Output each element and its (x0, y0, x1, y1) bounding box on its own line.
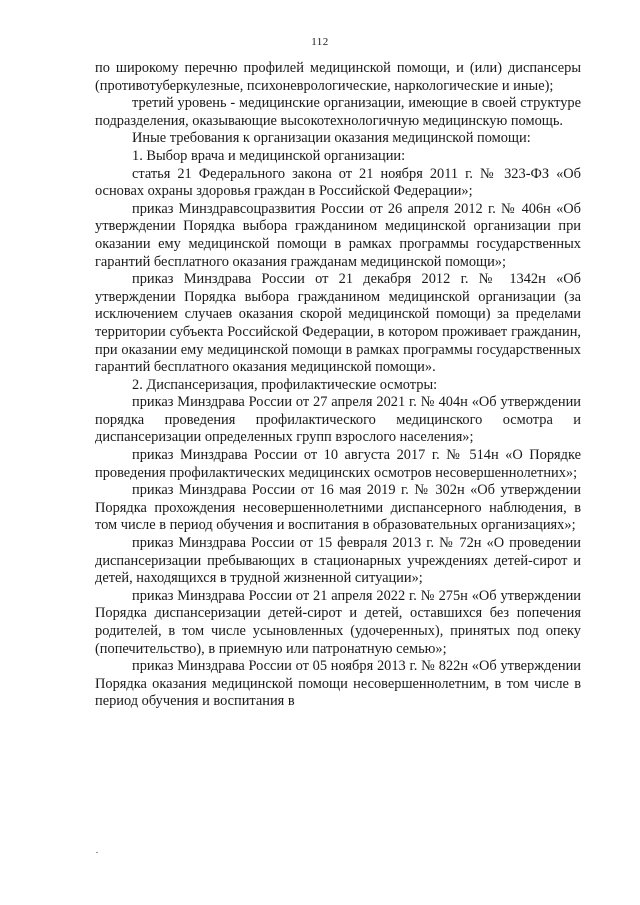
paragraph-10: приказ Минздрава России от 10 августа 2017 г. № 514н «О Порядке проведения профилактических медицинских осмотров несовершеннолетних»; (95, 447, 581, 481)
scan-artifact (96, 852, 98, 853)
paragraph-12: приказ Минздрава России от 15 февраля 2013 г. № 72н «О проведении диспансеризации пребывающих в стационарных учреждениях детей-сирот и детей, находящихся в трудной жизненной ситуации»; (95, 535, 581, 587)
paragraph-1: по широкому перечню профилей медицинской помощи, и (или) диспансеры (противотуберкулезные, психоневрологические, наркологические и иные); (95, 60, 581, 94)
document-body (95, 60, 581, 711)
paragraph-4: 1. Выбор врача и медицинской организации: (132, 147, 406, 164)
paragraph-2: третий уровень - медицинские организации, имеющие в своей структуре подразделения, оказывающие высокотехнологичную медицинскую помощь. (95, 95, 581, 129)
paragraph-3: Иные требования к организации оказания медицинской помощи: (132, 130, 531, 147)
paragraph-11: приказ Минздрава России от 16 мая 2019 г. № 302н «Об утверждении Порядка прохождения несовершеннолетними диспансерного наблюдения, в том числе в период обучения и воспитания в образовательных организациях»; (95, 482, 581, 534)
page-number: 112 (311, 36, 329, 48)
paragraph-8: 2. Диспансеризация, профилактические осмотры: (132, 376, 438, 393)
paragraph-13: приказ Минздрава России от 21 апреля 2022 г. № 275н «Об утверждении Порядка диспансеризации детей-сирот и детей, оставшихся без попечения родителей, в том числе усыновленных (удочеренных), принятых под опеку (попечительство), в приемную или патронатную семью»; (95, 587, 581, 657)
paragraph-5: статья 21 Федерального закона от 21 ноября 2011 г. № 323-ФЗ «Об основах охраны здоровья граждан в Российской Федерации»; (95, 165, 581, 200)
paragraph-9: приказ Минздрава России от 27 апреля 2021 г. № 404н «Об утверждении порядка проведения профилактического медицинского осмотра и диспансеризации определенных групп взрослого населения»; (95, 394, 581, 446)
paragraph-6: приказ Минздравсоцразвития России от 26 апреля 2012 г. № 406н «Об утверждении Порядка выбора гражданином медицинской организации при оказании ему медицинской помощи в рамках программы государственных гарантий бесплатного оказания гражданам медицинской помощи»; (95, 200, 581, 270)
paragraph-7: приказ Минздрава России от 21 декабря 2012 г. № 1342н «Об утверждении Порядка выбора гражданином медицинской организации (за исключением случаев оказания скорой медицинской помощи) за пределами территории субъекта Российской Федерации, в котором проживает гражданин, при оказании ему медицинской помощи в рамках программы государственных гарантий бесплатного оказания медицинской помощи». (95, 271, 581, 376)
paragraph-14: приказ Минздрава России от 05 ноября 2013 г. № 822н «Об утверждении Порядка оказания медицинской помощи несовершеннолетним, в том числе в период обучения и воспитания в (95, 658, 581, 710)
